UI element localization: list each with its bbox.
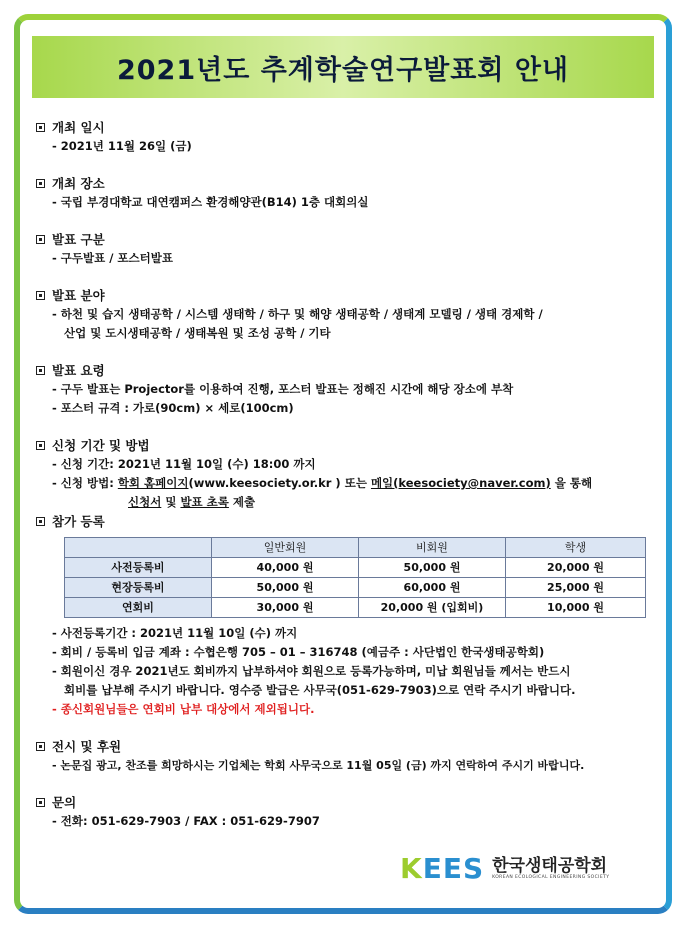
- logo-name-ko: 한국생태공학회: [492, 855, 608, 876]
- section-guide-head: 발표 요령: [36, 361, 648, 380]
- table-row: [65, 558, 646, 578]
- kees-logo: [400, 852, 609, 885]
- table-row-header: 현장등록비: [65, 578, 212, 598]
- square-bullet-icon: [36, 742, 45, 751]
- type-item: - 구두발표 / 포스터발표: [52, 251, 173, 265]
- homepage-link[interactable]: 학회 홈페이지: [117, 476, 189, 490]
- sponsor-line: - 논문집 광고, 찬조를 희망하시는 기업체는 학회 사무국으로 11월 05일 (금) 까지 연락하여 주시기 바랍니다.: [52, 759, 585, 772]
- table-cell: 60,000 원: [359, 578, 506, 598]
- section-contact-head: 문의: [36, 793, 648, 812]
- table-cell: 20,000 원: [506, 558, 646, 578]
- square-bullet-icon: [36, 123, 45, 132]
- square-bullet-icon: [36, 179, 45, 188]
- guide-line-1: - 구두 발표는 Projector를 이용하여 진행, 포스터 발표는 정해진 시간에 해당 장소에 부착: [52, 382, 514, 396]
- kees-wordmark: KEES: [400, 852, 485, 885]
- table-header-cell: 학생: [506, 538, 646, 558]
- registration-note-1: - 사전등록기간 : 2021년 11월 10일 (수) 까지: [52, 626, 298, 640]
- table-row-header: 사전등록비: [65, 558, 212, 578]
- square-bullet-icon: [36, 366, 45, 375]
- table-header-cell: 비회원: [359, 538, 506, 558]
- apply-period: - 신청 기간: 2021년 11월 10일 (수) 18:00 까지: [52, 457, 316, 471]
- square-bullet-icon: [36, 441, 45, 450]
- table-cell: 20,000 원 (입회비): [359, 598, 506, 618]
- apply-method: - 신청 방법: 학회 홈페이지(www.keesociety.or.kr ) 또는 메일(keesociety@naver.com) 을 통해: [52, 476, 593, 490]
- guide-line-2: - 포스터 규격 : 가로(90cm) × 세로(100cm): [52, 401, 294, 415]
- table-cell: 10,000 원: [506, 598, 646, 618]
- date-item: - 2021년 11월 26일 (금): [52, 139, 192, 153]
- section-sponsor-head: 전시 및 후원: [36, 737, 648, 756]
- table-cell: 25,000 원: [506, 578, 646, 598]
- section-date-head: 개최 일시: [36, 118, 648, 137]
- registration-note-2: - 회비 / 등록비 입금 계좌 : 수협은행 705 – 01 – 316748 (예금주 : 사단법인 한국생태공학회): [52, 645, 545, 659]
- section-field-head: 발표 분야: [36, 286, 648, 305]
- table-header-cell: [65, 538, 212, 558]
- table-cell: 50,000 원: [212, 578, 359, 598]
- mail-link[interactable]: 메일(keesociety@naver.com): [370, 476, 551, 490]
- abstract-link[interactable]: 발표 초록: [180, 495, 229, 509]
- section-registration-head: 참가 등록: [36, 512, 648, 531]
- content: [36, 118, 648, 831]
- section-apply-head: 신청 기간 및 방법: [36, 436, 648, 455]
- registration-note-3b: 회비를 납부해 주시기 바랍니다. 영수증 발급은 사무국(051-629-7903)으로 연락 주시기 바랍니다.: [64, 683, 576, 697]
- title-banner: [32, 36, 654, 98]
- section-venue-head: 개최 장소: [36, 174, 648, 193]
- square-bullet-icon: [36, 235, 45, 244]
- form-link[interactable]: 신청서: [128, 495, 162, 509]
- page-title: 2021년도 추계학술연구발표회 안내: [116, 54, 569, 86]
- field-line-2: 산업 및 도시생태공학 / 생태복원 및 조성 공학 / 기타: [64, 326, 331, 340]
- table-header-cell: 일반회원: [212, 538, 359, 558]
- contact-line: - 전화: 051-629-7903 / FAX : 051-629-7907: [52, 814, 320, 828]
- table-row-header: 연회비: [65, 598, 212, 618]
- registration-note-3a: - 회원이신 경우 2021년도 회비까지 납부하셔야 회원으로 등록가능하며, 미납 회원님들 께서는 반드시: [52, 664, 571, 678]
- square-bullet-icon: [36, 291, 45, 300]
- square-bullet-icon: [36, 798, 45, 807]
- square-bullet-icon: [36, 517, 45, 526]
- table-row: [65, 578, 646, 598]
- table-row: [65, 598, 646, 618]
- fee-table: [64, 537, 646, 618]
- apply-method-cont: 신청서 및 발표 초록 제출: [128, 495, 256, 509]
- field-line-1: - 하천 및 습지 생태공학 / 시스템 생태학 / 하구 및 해양 생태공학 / 생태계 모델링 / 생태 경제학 /: [52, 307, 543, 321]
- table-cell: 30,000 원: [212, 598, 359, 618]
- table-header-row: [65, 538, 646, 558]
- table-cell: 50,000 원: [359, 558, 506, 578]
- section-type-head: 발표 구분: [36, 230, 648, 249]
- registration-note-4: - 종신회원님들은 연회비 납부 대상에서 제외됩니다.: [52, 702, 315, 716]
- venue-item: - 국립 부경대학교 대연캠퍼스 환경해양관(B14) 1층 대회의실: [52, 195, 369, 209]
- logo-name-en: KOREAN ECOLOGICAL ENGINEERING SOCIETY: [492, 874, 610, 880]
- table-cell: 40,000 원: [212, 558, 359, 578]
